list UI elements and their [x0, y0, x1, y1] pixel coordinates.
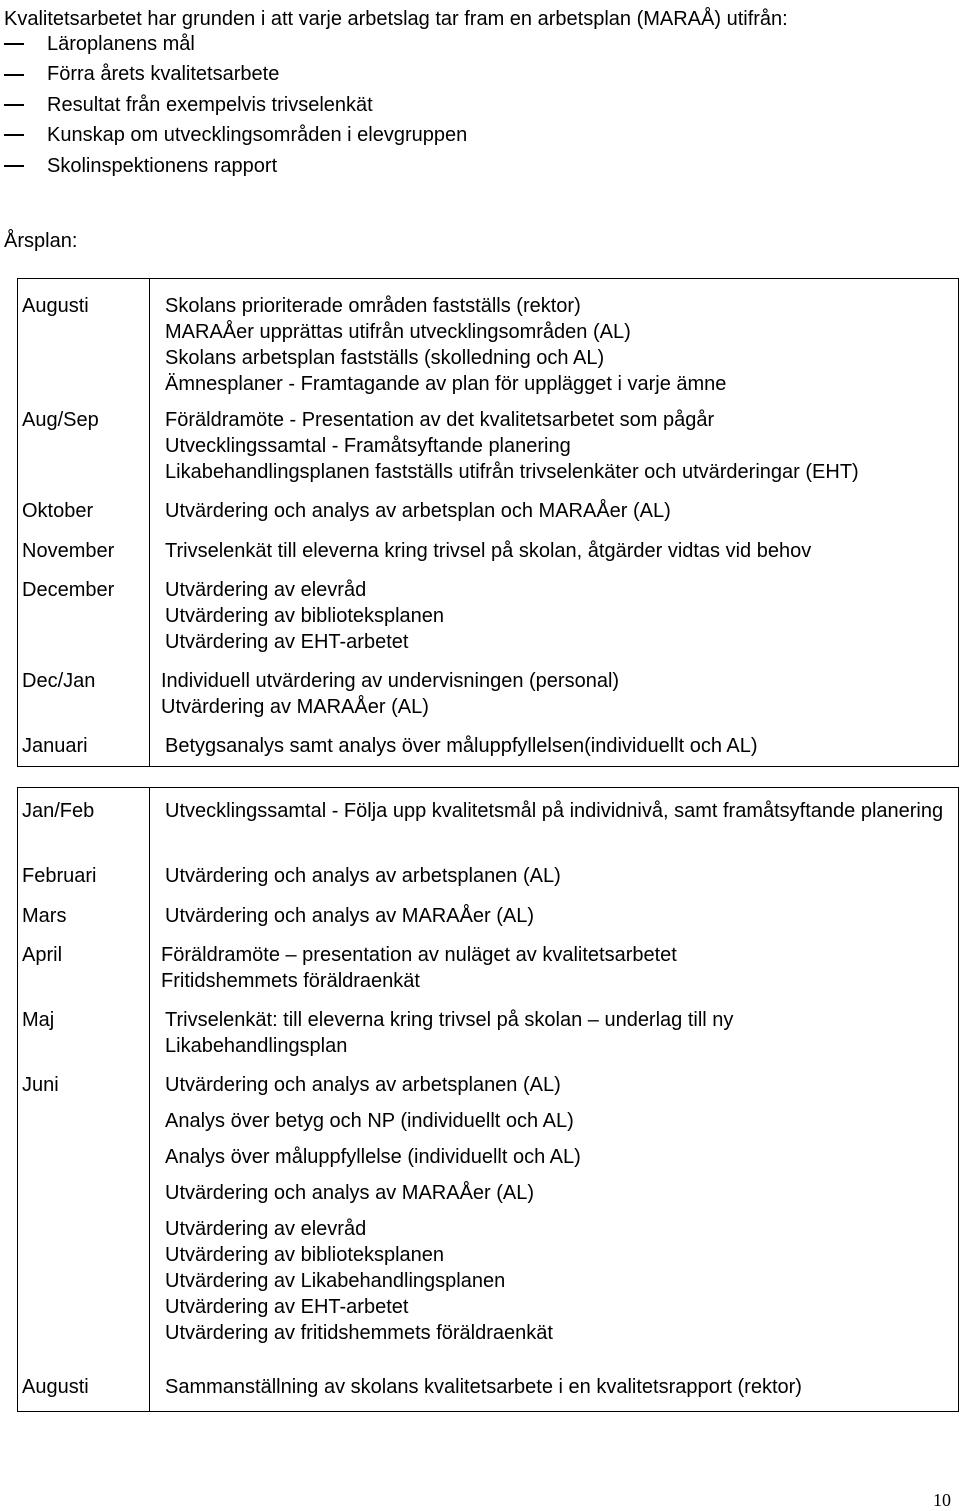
activity-line: Utvecklingssamtal - Följa upp kvalitetsmål på individnivå, samt framåtsyftande planering — [165, 800, 944, 822]
activity-line: Ämnesplaner - Framtagande av plan för upplägget i varje ämne — [165, 373, 727, 395]
activity-line: Utvärdering av elevråd — [165, 1218, 367, 1240]
activity-cell — [165, 407, 954, 485]
activity-cell — [165, 538, 954, 564]
activity-line: Sammanställning av skolans kvalitetsarbete i en kvalitetsrapport (rektor) — [165, 1376, 802, 1398]
list-item — [4, 90, 467, 120]
dash-icon — [4, 43, 24, 45]
list-item — [4, 29, 467, 59]
activity-line: Trivselenkät till eleverna kring trivsel på skolan, åtgärder vidtas vid behov — [165, 540, 812, 562]
activity-line: Utvecklingssamtal - Framåtsyftande planering — [165, 435, 571, 457]
activity-line: Utvärdering av biblioteksplanen — [165, 605, 445, 627]
activity-line: Skolans arbetsplan fastställs (skolledning och AL) — [165, 347, 605, 369]
activity-cell — [165, 577, 954, 655]
activity-line: Betygsanalys samt analys över måluppfyllelsen(individuellt och AL) — [165, 735, 758, 757]
activity-line: Utvärdering av biblioteksplanen — [165, 1244, 445, 1266]
activity-line: Föräldramöte - Presentation av det kvalitetsarbetet som pågår — [165, 409, 715, 431]
activity-line: Trivselenkät: till eleverna kring trivsel på skolan – underlag till ny Likabehandlingsplan — [165, 1009, 734, 1057]
activity-cell — [165, 733, 954, 759]
list-item — [4, 59, 467, 89]
month-cell: April — [22, 944, 63, 966]
page-number: 10 — [933, 1490, 951, 1510]
activity-cell — [165, 293, 954, 397]
list-item-label: Skolinspektionens rapport — [47, 154, 278, 177]
activity-cell — [165, 903, 954, 929]
list-item-label: Resultat från exempelvis trivselenkät — [47, 93, 373, 116]
activity-line: Utvärdering av EHT-arbetet — [165, 1296, 409, 1318]
activity-line: Likabehandlingsplanen fastställs utifrån trivselenkäter och utvärderingar (EHT) — [165, 461, 859, 483]
month-cell: Jan/Feb — [22, 800, 95, 822]
month-cell: Mars — [22, 905, 67, 927]
column-divider — [149, 788, 150, 1411]
list-item-label: Förra årets kvalitetsarbete — [47, 63, 280, 86]
activity-line: Utvärdering och analys av MARAÅer (AL) — [165, 905, 535, 927]
activity-line: Utvärdering och analys av arbetsplanen (AL) — [165, 1074, 561, 1096]
activity-cell — [165, 1007, 954, 1059]
dash-icon — [4, 134, 24, 136]
activity-line: Utvärdering av EHT-arbetet — [165, 631, 409, 653]
list-item — [4, 120, 467, 150]
year-plan-table-autumn — [17, 278, 959, 767]
activity-line: Analys över måluppfyllelse (individuellt och AL) — [165, 1146, 581, 1168]
list-item-label: Kunskap om utvecklingsområden i elevgruppen — [47, 124, 468, 147]
year-plan-table-spring — [17, 787, 959, 1412]
activity-line: Utvärdering och analys av arbetsplan och MARAÅer (AL) — [165, 500, 671, 522]
month-cell: Februari — [22, 865, 97, 887]
activity-line: Individuell utvärdering av undervisningen (personal) — [161, 670, 620, 692]
month-cell: Augusti — [22, 1376, 89, 1398]
dash-icon — [4, 104, 24, 106]
activity-cell — [165, 1072, 954, 1346]
intro-text: Kvalitetsarbetet har grunden i att varje arbetslag tar fram en arbetsplan (MARAÅ) utifrån: — [4, 8, 788, 30]
activity-line: Utvärdering av Likabehandlingsplanen — [165, 1270, 506, 1292]
activity-line: Skolans prioriterade områden fastställs (rektor) — [165, 295, 581, 317]
column-divider — [149, 279, 150, 766]
activity-cell — [165, 1374, 954, 1400]
activity-line: Utvärdering och analys av MARAÅer (AL) — [165, 1182, 535, 1204]
dash-icon — [4, 74, 24, 76]
month-cell: Maj — [22, 1009, 55, 1031]
activity-cell — [161, 942, 954, 994]
month-cell: Aug/Sep — [22, 409, 99, 431]
activity-cell — [165, 798, 954, 824]
source-list — [4, 29, 467, 181]
month-cell: December — [22, 579, 115, 601]
activity-line: MARAÅer upprättas utifrån utvecklingsområden (AL) — [165, 321, 631, 343]
list-item — [4, 151, 467, 181]
month-cell: Augusti — [22, 295, 89, 317]
arsplan-heading: Årsplan: — [4, 230, 78, 252]
list-item-label: Läroplanens mål — [47, 33, 195, 55]
activity-cell — [165, 863, 954, 889]
activity-line: Utvärdering av MARAÅer (AL) — [161, 696, 429, 718]
activity-line: Utvärdering av fritidshemmets föräldraenkät — [165, 1322, 553, 1344]
dash-icon — [4, 165, 24, 167]
month-cell: Oktober — [22, 500, 94, 522]
activity-line: Utvärdering av elevråd — [165, 579, 367, 601]
activity-line: Analys över betyg och NP (individuellt och AL) — [165, 1110, 574, 1132]
activity-line: Föräldramöte – presentation av nuläget av kvalitetsarbetet — [161, 944, 677, 966]
activity-cell — [161, 668, 954, 720]
activity-line: Fritidshemmets föräldraenkät — [161, 970, 420, 992]
month-cell: Dec/Jan — [22, 670, 96, 692]
month-cell: Juni — [22, 1074, 59, 1096]
activity-line: Utvärdering och analys av arbetsplanen (AL) — [165, 865, 561, 887]
month-cell: November — [22, 540, 115, 562]
month-cell: Januari — [22, 735, 88, 757]
activity-cell — [165, 498, 954, 524]
